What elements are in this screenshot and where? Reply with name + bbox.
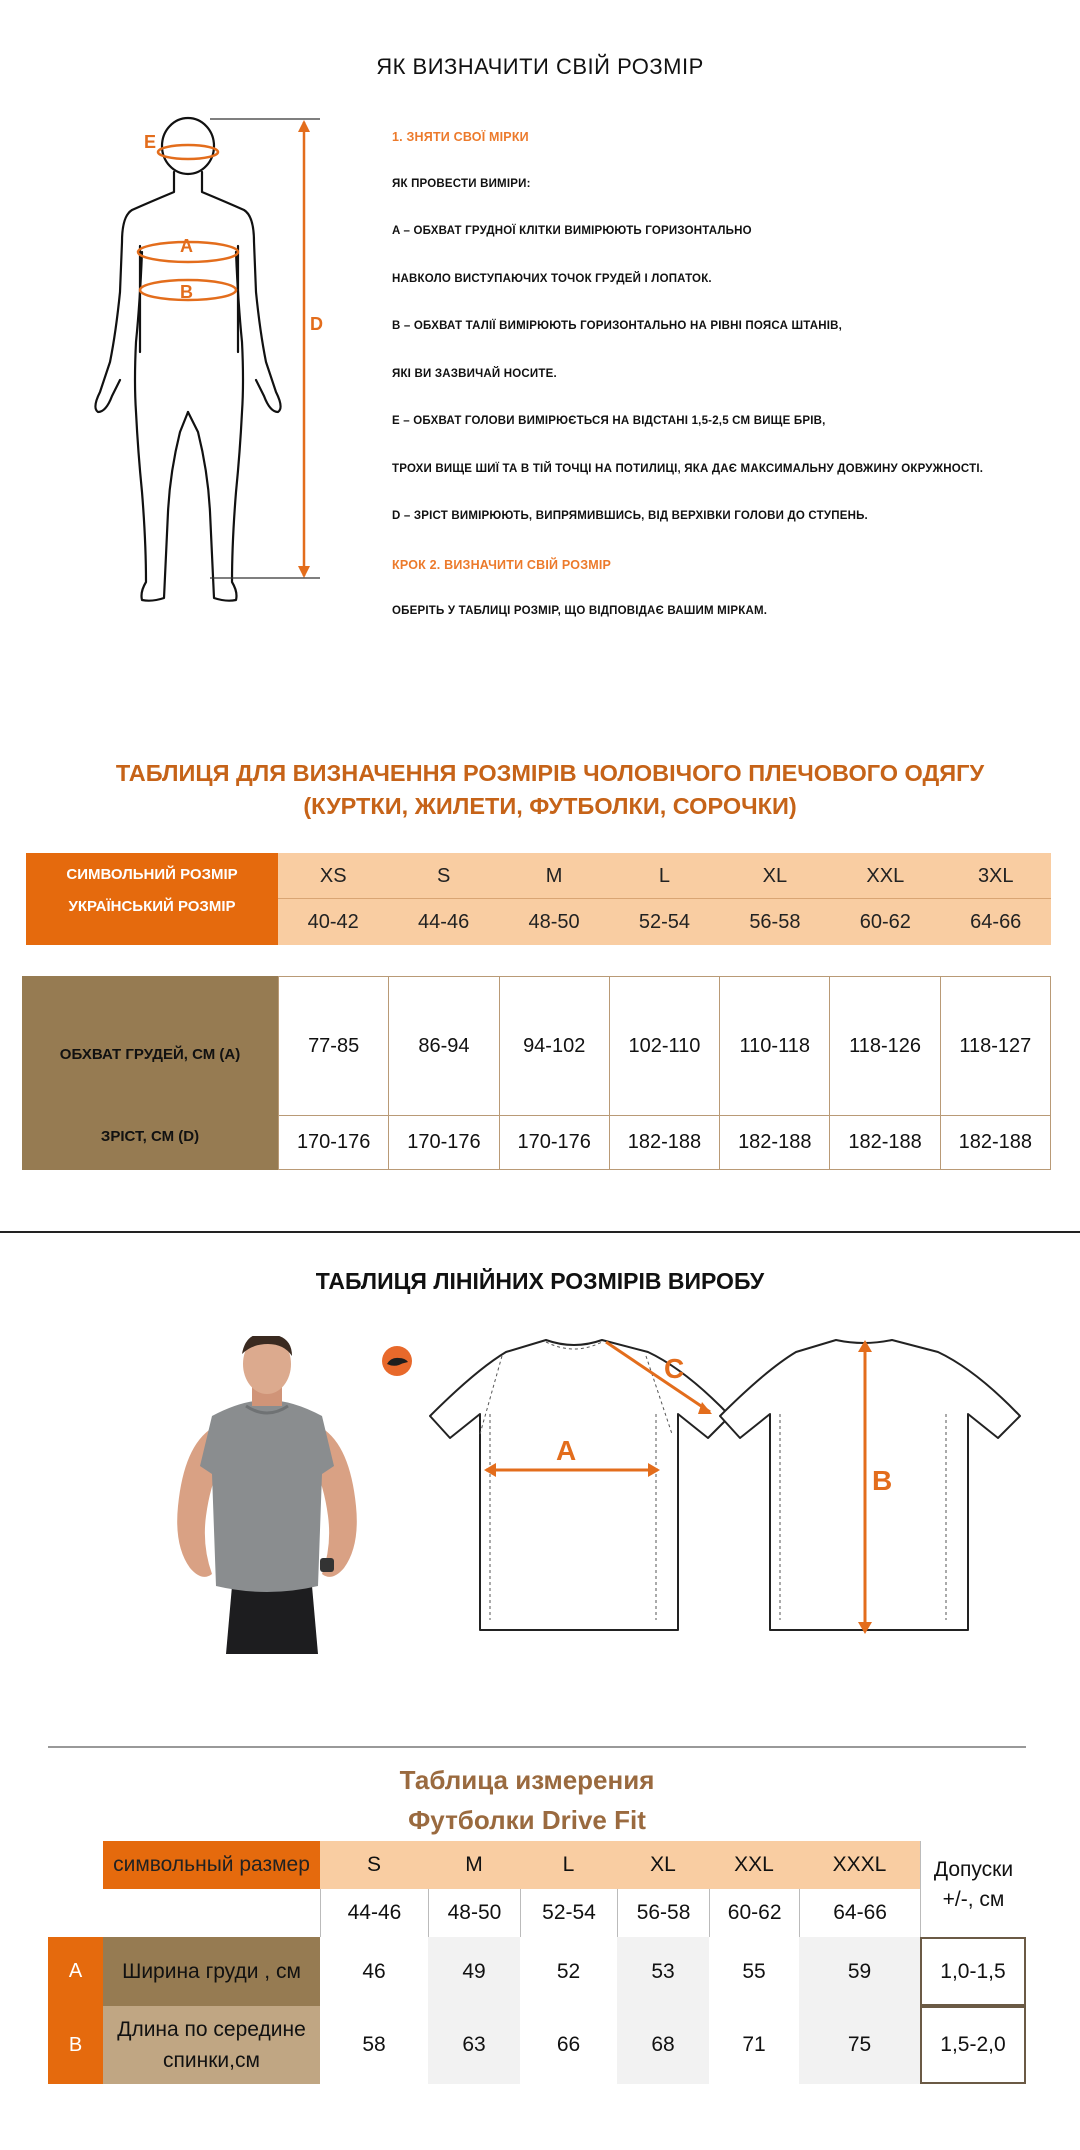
instruction-line: A – ОБХВАТ ГРУДНОЇ КЛІТКИ ВИМІРЮЮТЬ ГОРИЗОНТАЛЬНО <box>392 225 752 237</box>
size-cell: XXL <box>734 1853 774 1876</box>
row-label: Ширина груди , см <box>103 1937 320 2006</box>
instruction-line: ЯК ПРОВЕСТИ ВИМІРИ: <box>392 177 531 190</box>
value-cell: 49 <box>428 1937 520 2006</box>
size-cell: 48-50 <box>528 911 580 933</box>
value-cell: 77-85 <box>308 1034 360 1057</box>
size-cell: 52-54 <box>520 1889 617 1937</box>
value-cell: 182-188 <box>719 1116 829 1169</box>
row-letter: B <box>48 2006 103 2084</box>
value-cell: 182-188 <box>829 1116 939 1169</box>
value-cell: 71 <box>709 2006 799 2084</box>
size-band-labels <box>26 853 278 945</box>
size-cell: L <box>658 865 671 887</box>
size-cell: S <box>436 865 451 887</box>
drive-fit-title: Таблица измерения Футболки Drive Fit <box>399 1765 655 1835</box>
size-band <box>26 853 1051 945</box>
instruction-line: НАВКОЛО ВИСТУПАЮЧИХ ТОЧОК ГРУДЕЙ І ЛОПАТОК. <box>392 272 712 285</box>
size-cell: 64-66 <box>799 1889 920 1937</box>
label-a: A <box>180 236 193 256</box>
value-cell: 118-126 <box>829 977 939 1115</box>
instruction-line: ТРОХИ ВИЩЕ ШИЇ ТА В ТІЙ ТОЧЦІ НА ПОТИЛИЦІ, ЯКА ДАЄ МАКСИМАЛЬНУ ДОВЖИНУ ОКРУЖНОСТІ. <box>392 462 984 475</box>
size-cell: 48-50 <box>428 1889 520 1937</box>
value-cell: 55 <box>709 1937 799 2006</box>
value-cell: 53 <box>617 1937 709 2006</box>
value-cell: 102-110 <box>609 977 719 1115</box>
value-cell: 110-118 <box>719 977 829 1115</box>
size-cell: 40-42 <box>307 911 359 933</box>
page-title: ЯК ВИЗНАЧИТИ СВІЙ РОЗМІР <box>376 54 704 79</box>
size-cell: XXL <box>866 865 905 887</box>
size-cell: 52-54 <box>638 911 691 933</box>
value-cell: 46 <box>320 1937 428 2006</box>
instruction-line: ЯКІ ВИ ЗАЗВИЧАЙ НОСИТЕ. <box>392 367 557 380</box>
row-letter: A <box>48 1937 103 2006</box>
body-measurement-figure <box>70 112 360 622</box>
label-a: A <box>556 1435 577 1466</box>
size-cell: XL <box>762 865 788 887</box>
value-cell: 63 <box>428 2006 520 2084</box>
value-cell: 118-127 <box>940 977 1050 1115</box>
size-table-title: ТАБЛИЦЯ ДЛЯ ВИЗНАЧЕННЯ РОЗМІРІВ ЧОЛОВІЧОГО ПЛЕЧОВОГО ОДЯГУ (КУРТКИ, ЖИЛЕТИ, ФУТБОЛКИ, СОРОЧКИ) <box>115 760 985 819</box>
symbol-size-label: символьный размер <box>103 1841 320 1889</box>
row-values <box>320 2006 920 2084</box>
size-cell: XL <box>650 1853 676 1876</box>
instruction-line: B – ОБХВАТ ТАЛІЇ ВИМІРЮЮТЬ ГОРИЗОНТАЛЬНО НА РІВНІ ПОЯСА ШТАНІВ, <box>392 320 843 332</box>
instruction-line: ОБЕРІТЬ У ТАБЛИЦІ РОЗМІР, ЩО ВІДПОВІДАЄ ВАШИМ МІРКАМ. <box>392 605 768 617</box>
size-cell: 56-58 <box>749 911 801 933</box>
row-values <box>320 1937 920 2006</box>
linear-sizes-title: ТАБЛИЦЯ ЛІНІЙНИХ РОЗМІРІВ ВИРОБУ <box>315 1268 765 1294</box>
tshirt-measure-diagram <box>426 1330 1026 1645</box>
size-cell: L <box>562 1853 575 1876</box>
tolerance-cell: 1,5-2,0 <box>920 2006 1026 2084</box>
table-row <box>48 2006 1026 2084</box>
label-c: C <box>664 1353 685 1384</box>
step2-heading: КРОК 2. ВИЗНАЧИТИ СВІЙ РОЗМІР <box>392 557 612 572</box>
label-b: B <box>872 1465 893 1496</box>
brand-lizard-icon <box>381 1345 413 1377</box>
height-row <box>279 1116 1050 1169</box>
ukr-size-row <box>320 1889 920 1937</box>
value-cell: 75 <box>799 2006 920 2084</box>
value-cell: 59 <box>799 1937 920 2006</box>
size-cell: 44-46 <box>320 1889 428 1937</box>
row-label: Длина по середине спинки,см <box>103 2006 320 2084</box>
value-cell: 170-176 <box>499 1116 609 1169</box>
instruction-line: E – ОБХВАТ ГОЛОВИ ВИМІРЮЄТЬСЯ НА ВІДСТАНІ 1,5-2,5 СМ ВИЩЕ БРІВ, <box>392 415 826 427</box>
drive-fit-table <box>48 1746 1026 2084</box>
size-cell: 56-58 <box>617 1889 709 1937</box>
label-e: E <box>144 132 157 152</box>
step1-heading: 1. ЗНЯТИ СВОЇ МІРКИ <box>392 130 529 144</box>
symbol-size-row <box>278 853 1051 899</box>
ukr-size-label: УКРАЇНСЬКИЙ РОЗМІР <box>68 898 236 915</box>
symbol-size-row <box>320 1841 920 1889</box>
size-cell: XS <box>319 865 347 887</box>
symbol-size-label: СИМВОЛЬНИЙ РОЗМІР <box>66 866 238 883</box>
table-row <box>48 1937 1026 2006</box>
size-cell: 3XL <box>977 865 1014 887</box>
size-cell: S <box>366 1853 381 1876</box>
value-cell: 58 <box>320 2006 428 2084</box>
value-cell: 86-94 <box>388 977 498 1115</box>
model-photo <box>172 1336 362 1654</box>
size-cell: 60-62 <box>709 1889 799 1937</box>
chest-label: ОБХВАТ ГРУДЕЙ, СМ (A) <box>59 1046 241 1063</box>
tolerance-cell: 1,0-1,5 <box>920 1937 1026 2006</box>
section-divider <box>0 1231 1080 1233</box>
size-cell: 44-46 <box>418 911 470 933</box>
size-cell: M <box>465 1853 483 1876</box>
size-cell: XXXL <box>832 1853 887 1876</box>
size-cell: M <box>545 865 563 887</box>
height-label: ЗРІСТ, СМ (D) <box>100 1128 200 1145</box>
measurement-labels <box>22 976 278 1170</box>
measurement-values <box>278 976 1051 1170</box>
ukr-size-row <box>278 899 1051 945</box>
size-cell: 64-66 <box>970 911 1022 933</box>
value-cell: 182-188 <box>940 1116 1050 1169</box>
measurement-table <box>22 976 1051 1170</box>
size-cell: 60-62 <box>859 911 911 933</box>
value-cell: 94-102 <box>499 977 609 1115</box>
value-cell: 170-176 <box>296 1131 371 1153</box>
value-cell: 170-176 <box>388 1116 498 1169</box>
value-cell: 182-188 <box>609 1116 719 1169</box>
chest-row <box>279 977 1050 1115</box>
tolerance-header: Допуски +/-, см <box>920 1841 1026 1937</box>
measurement-instructions <box>392 130 1072 653</box>
value-cell: 66 <box>520 2006 617 2084</box>
label-d: D <box>310 314 323 334</box>
value-cell: 68 <box>617 2006 709 2084</box>
size-band-values <box>278 853 1051 945</box>
value-cell: 52 <box>520 1937 617 2006</box>
instruction-line: D – ЗРІСТ ВИМІРЮЮТЬ, ВИПРЯМИВШИСЬ, ВІД ВЕРХІВКИ ГОЛОВИ ДО СТУПЕНЬ. <box>392 510 868 522</box>
label-b: B <box>180 282 193 302</box>
